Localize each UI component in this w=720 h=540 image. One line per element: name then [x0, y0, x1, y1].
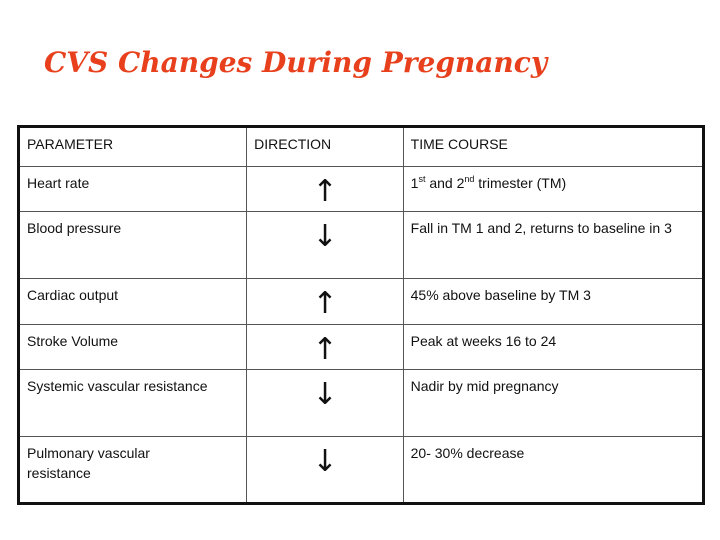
- parameter-cell: Stroke Volume: [19, 325, 247, 370]
- arrow-down-icon: ↓: [247, 437, 404, 504]
- header-parameter: PARAMETER: [19, 127, 247, 167]
- parameter-cell: Systemic vascular resistance: [19, 370, 247, 437]
- time-course-cell: 1st and 2nd trimester (TM): [403, 167, 703, 212]
- time-course-cell: 20- 30% decrease: [403, 437, 703, 504]
- header-row: [19, 127, 704, 167]
- header-direction: DIRECTION: [247, 127, 404, 167]
- parameter-cell: Blood pressure: [19, 212, 247, 279]
- time-course-cell: 45% above baseline by TM 3: [403, 279, 703, 325]
- arrow-up-icon: ↑: [247, 279, 404, 325]
- arrow-down-icon: ↓: [247, 212, 404, 279]
- time-course-cell: Fall in TM 1 and 2, returns to baseline in 3: [403, 212, 703, 279]
- table-row: [19, 212, 704, 279]
- header-time-course: TIME COURSE: [403, 127, 703, 167]
- parameter-cell: Pulmonary vascular resistance: [19, 437, 247, 504]
- cvs-changes-table: [17, 125, 705, 505]
- parameter-cell: Cardiac output: [19, 279, 247, 325]
- table-row: [19, 437, 704, 504]
- parameter-cell: Heart rate: [19, 167, 247, 212]
- arrow-up-icon: ↑: [247, 167, 404, 212]
- time-course-cell: Peak at weeks 16 to 24: [403, 325, 703, 370]
- time-course-cell: Nadir by mid pregnancy: [403, 370, 703, 437]
- page-title: CVS Changes During Pregnancy: [44, 46, 548, 79]
- table-row: [19, 167, 704, 212]
- arrow-up-icon: ↑: [247, 325, 404, 370]
- table-row: [19, 279, 704, 325]
- table-row: [19, 325, 704, 370]
- table-row: [19, 370, 704, 437]
- arrow-down-icon: ↓: [247, 370, 404, 437]
